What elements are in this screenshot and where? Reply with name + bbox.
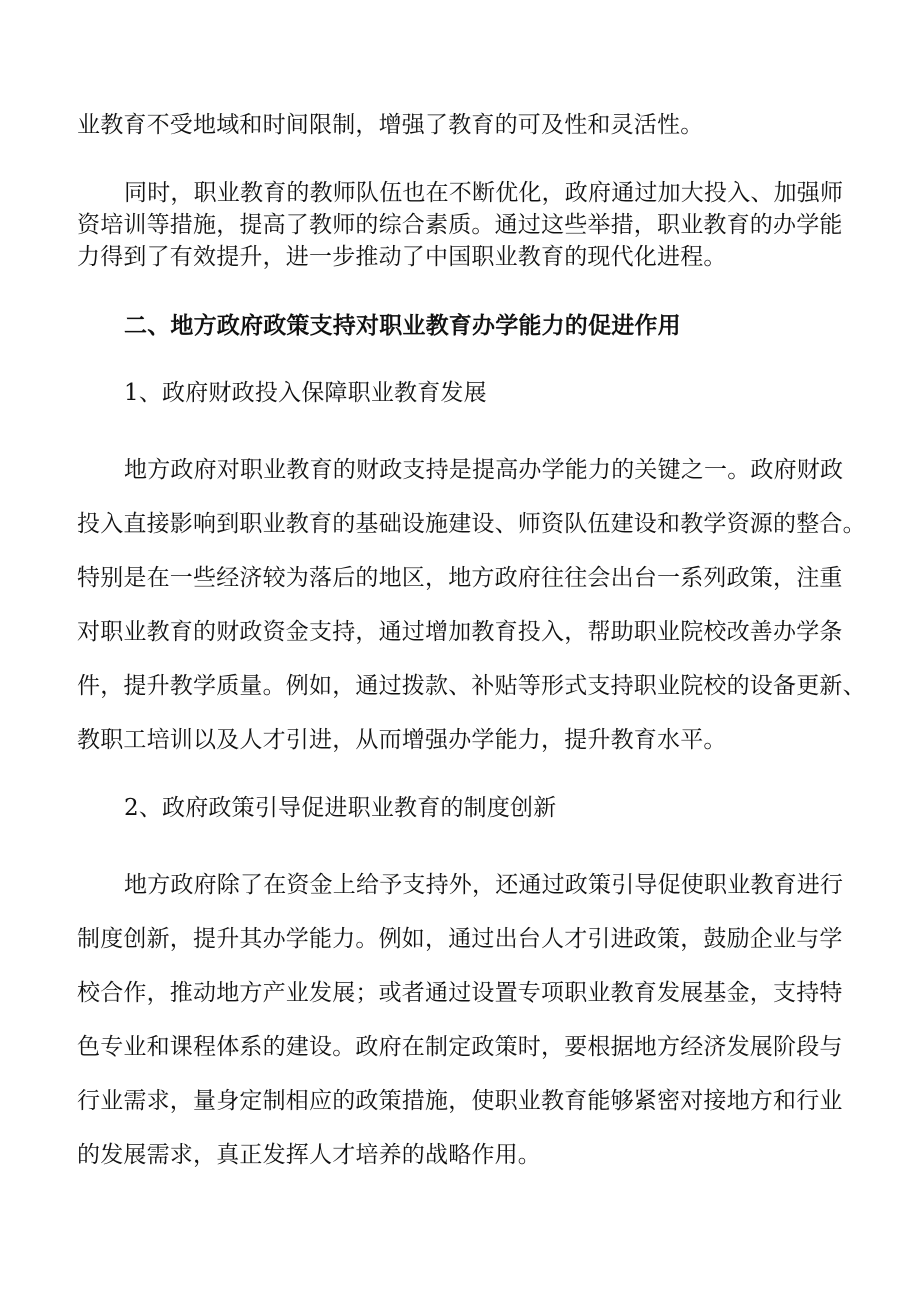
paragraph-line: 同时，职业教育的教师队伍也在不断优化，政府通过加大投入、加强师 bbox=[124, 180, 844, 206]
paragraph-line: 件，提升教学质量。例如，通过拨款、补贴等形式支持职业院校的设备更新、 bbox=[77, 673, 866, 699]
paragraph-line: 特别是在一些经济较为落后的地区，地方政府往往会出台一系列政策，注重 bbox=[77, 565, 843, 591]
paragraph-line: 地方政府除了在资金上给予支持外，还通过政策引导促使职业教育进行 bbox=[124, 872, 844, 898]
paragraph-line: 校合作，推动地方产业发展；或者通过设置专项职业教育发展基金，支持特 bbox=[77, 980, 843, 1006]
paragraph-line: 行业需求，量身定制相应的政策措施，使职业教育能够紧密对接地方和行业 bbox=[77, 1088, 843, 1114]
subsection-heading: 2、政府政策引导促进职业教育的制度创新 bbox=[124, 795, 557, 821]
paragraph-line: 教职工培训以及人才引进，从而增强办学能力，提升教育水平。 bbox=[77, 727, 727, 753]
paragraph-line: 对职业教育的财政资金支持，通过增加教育投入，帮助职业院校改善办学条 bbox=[77, 619, 843, 645]
paragraph-line: 投入直接影响到职业教育的基础设施建设、师资队伍建设和教学资源的整合。 bbox=[77, 511, 866, 537]
paragraph-line: 资培训等措施，提高了教师的综合素质。通过这些举措，职业教育的办学能 bbox=[77, 212, 843, 238]
paragraph-line: 业教育不受地域和时间限制，增强了教育的可及性和灵活性。 bbox=[77, 112, 704, 138]
section-heading: 二、地方政府政策支持对职业教育办学能力的促进作用 bbox=[124, 312, 681, 339]
paragraph-line: 力得到了有效提升，进一步推动了中国职业教育的现代化进程。 bbox=[77, 244, 727, 270]
paragraph-line: 制度创新，提升其办学能力。例如，通过出台人才引进政策，鼓励企业与学 bbox=[77, 926, 843, 952]
subsection-heading: 1、政府财政投入保障职业教育发展 bbox=[124, 380, 487, 406]
paragraph-line: 的发展需求，真正发挥人才培养的战略作用。 bbox=[77, 1142, 541, 1168]
paragraph-line: 地方政府对职业教育的财政支持是提高办学能力的关键之一。政府财政 bbox=[124, 457, 844, 483]
paragraph-line: 色专业和课程体系的建设。政府在制定政策时，要根据地方经济发展阶段与 bbox=[77, 1034, 843, 1060]
